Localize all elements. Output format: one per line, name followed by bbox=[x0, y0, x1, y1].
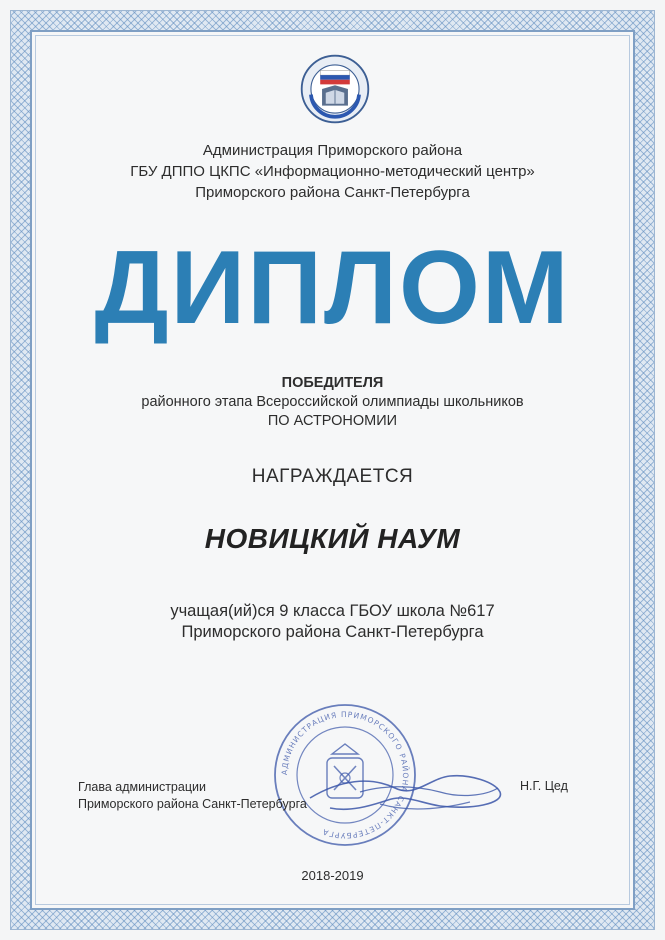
academic-year: 2018-2019 bbox=[301, 868, 364, 883]
award-label: НАГРАЖДАЕТСЯ bbox=[251, 466, 414, 487]
organization-line-3: Приморского района Санкт-Петербурга bbox=[195, 184, 470, 201]
organization-block bbox=[40, 140, 625, 203]
olympiad-emblem-icon bbox=[298, 52, 372, 126]
signature-icon bbox=[300, 758, 510, 828]
winner-block bbox=[40, 374, 625, 431]
signatory-position-line-1: Глава администрации bbox=[78, 780, 206, 794]
signatory-position bbox=[78, 779, 307, 813]
school-line-1: учащая(ий)ся 9 класса ГБОУ школа №617 bbox=[170, 602, 495, 620]
recipient-name: НОВИЦКИЙ НАУМ bbox=[204, 523, 461, 554]
winner-line-1: ПОБЕДИТЕЛЯ bbox=[281, 375, 384, 391]
school-line-2: Приморского района Санкт-Петербурга bbox=[181, 623, 484, 641]
organization-line-1: Администрация Приморского района bbox=[202, 142, 463, 159]
organization-line-2: ГБУ ДППО ЦКПС «Информационно-методический центр» bbox=[130, 163, 535, 180]
signatory-name: Н.Г. Цед bbox=[520, 779, 568, 793]
winner-line-2: районного этапа Всероссийской олимпиады школьников bbox=[141, 394, 524, 410]
school-block bbox=[40, 601, 625, 643]
diploma-title: ДИПЛОМ bbox=[94, 230, 571, 346]
signatory-position-line-2: Приморского района Санкт-Петербурга bbox=[78, 797, 307, 811]
winner-line-3: ПО АСТРОНОМИИ bbox=[267, 413, 398, 429]
seal-arc-text: АДМИНИСТРАЦИЯ ПРИМОРСКОГО РАЙОНА САНКТ-ПЕТЕРБУРГА bbox=[279, 709, 411, 841]
